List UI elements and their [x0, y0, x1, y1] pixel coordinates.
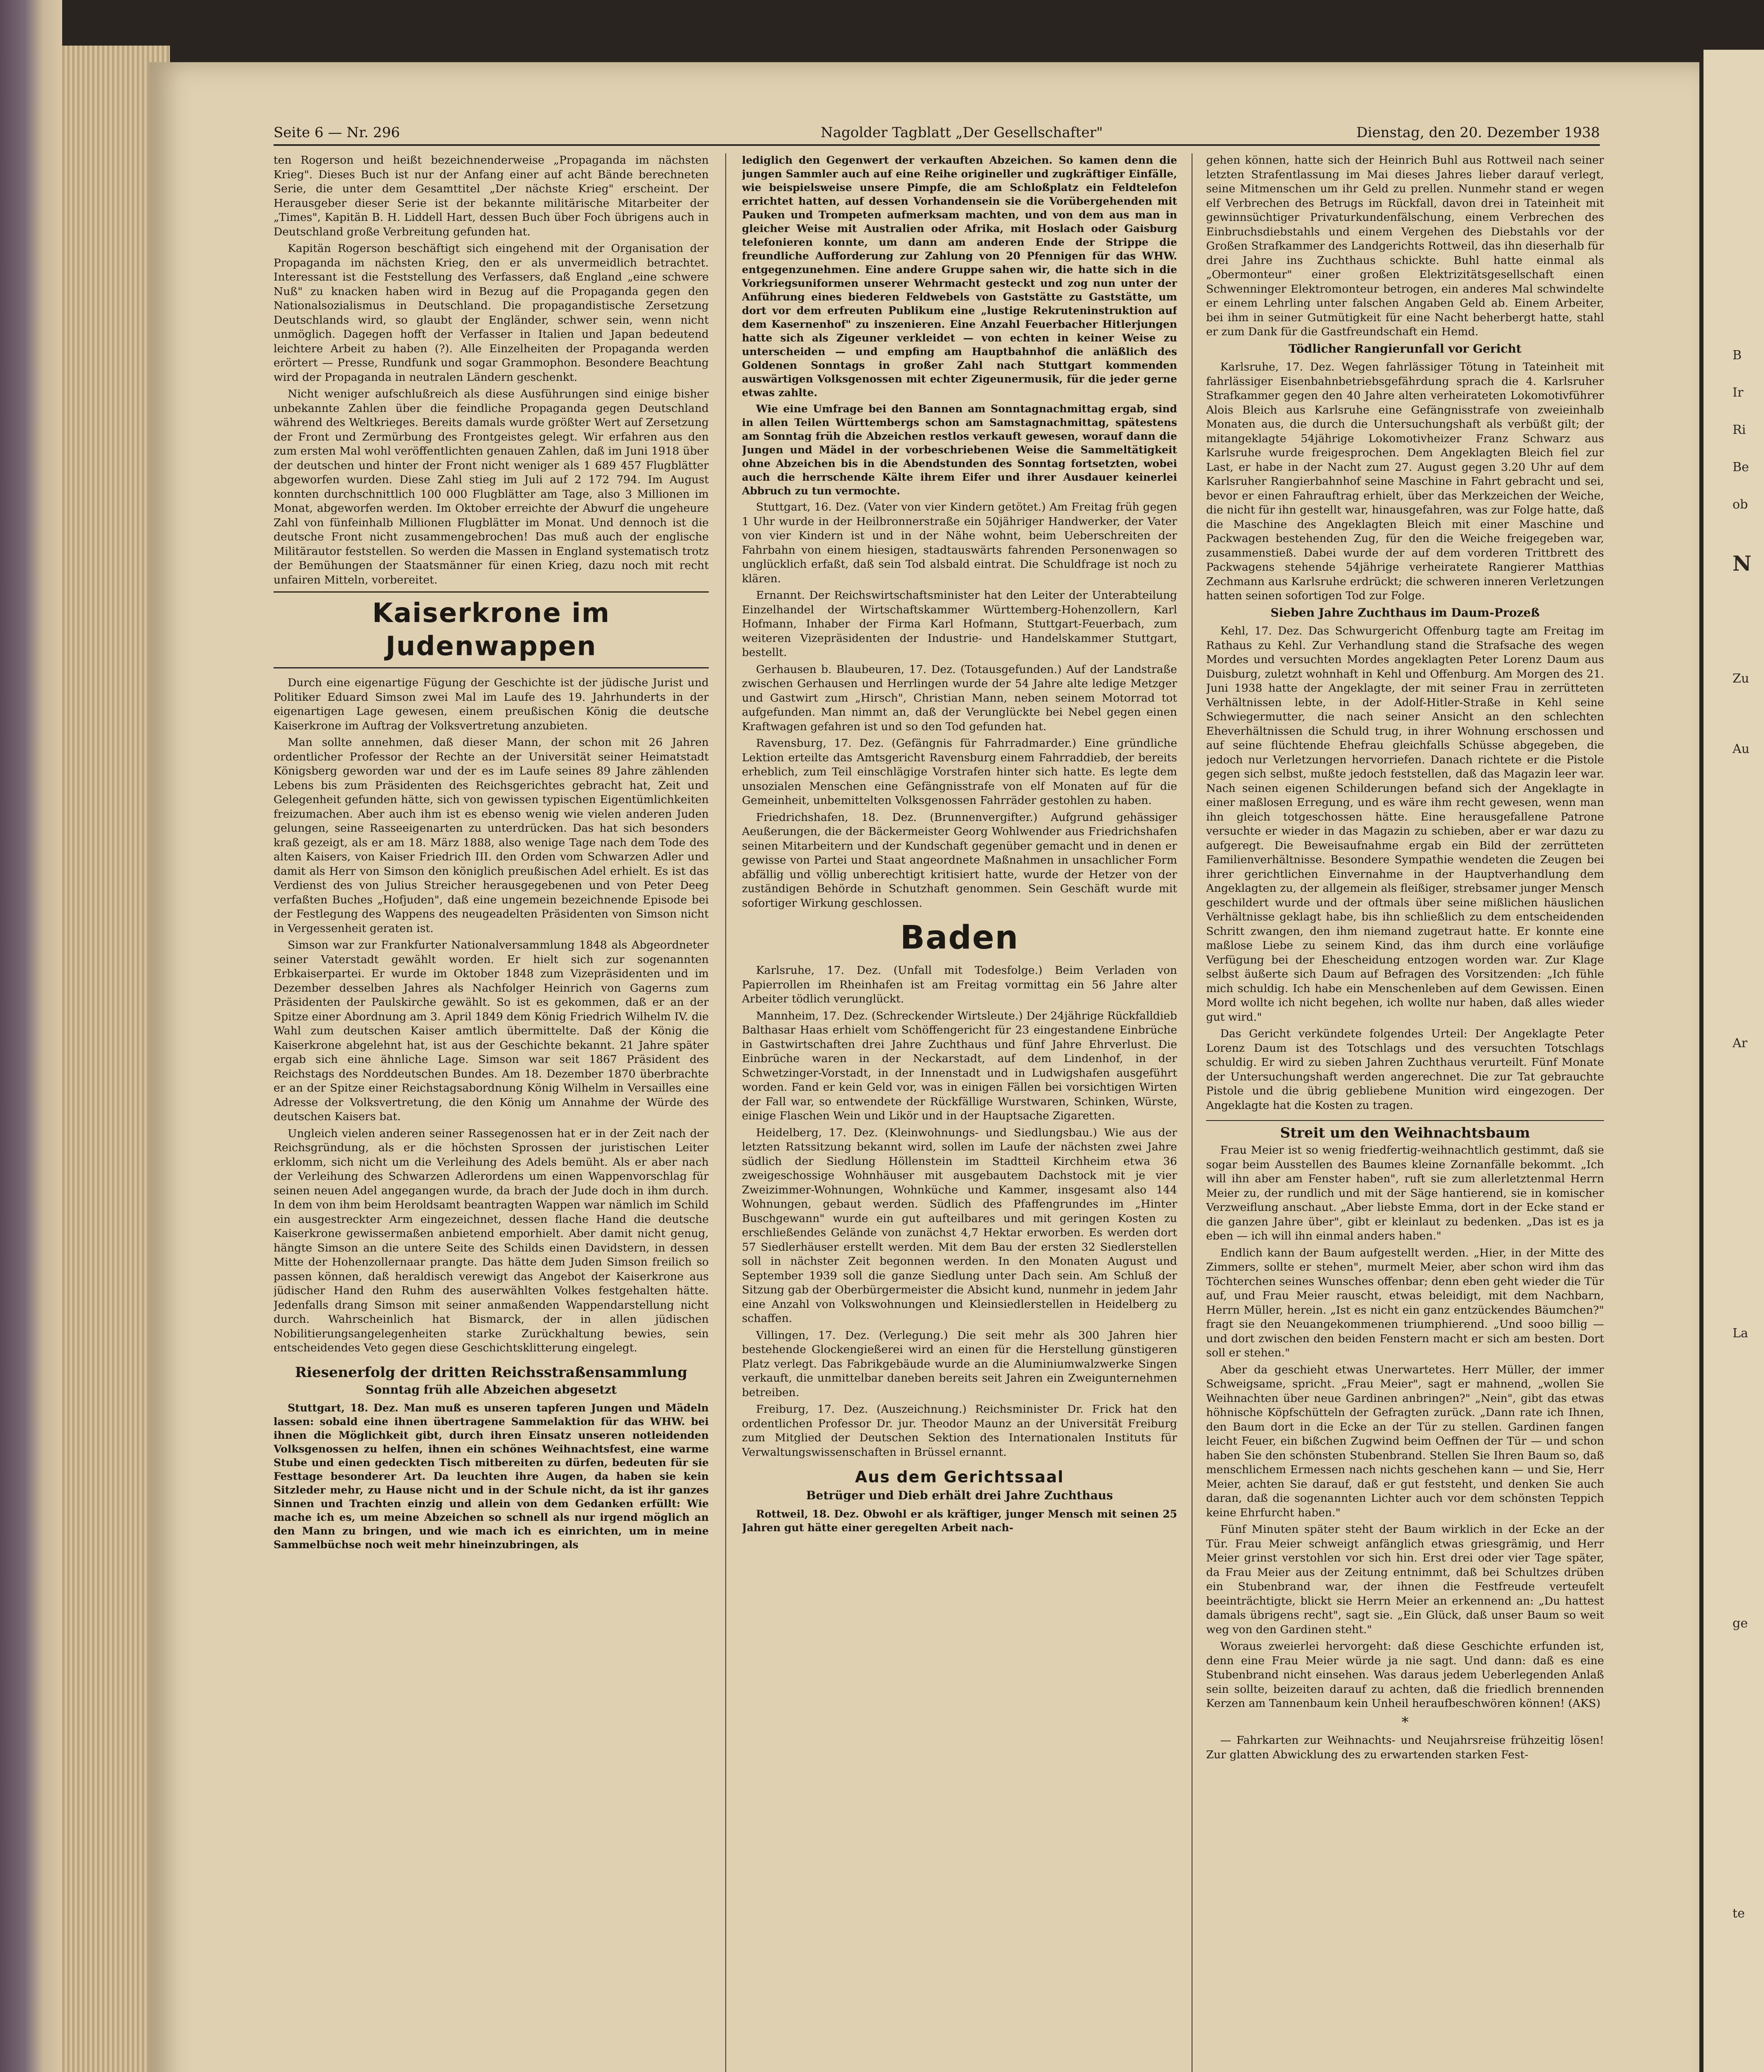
article-paragraph: Fünf Minuten später steht der Baum wirklich in der Ecke an der Tür. Frau Meier schweigt anfänglich etwas griesgrämig, und Herr Meier grinst verstohlen vor sich hin. Erst drei oder vier Tage später, da Frau Meier aus der Zeitung entnimmt, daß bei Schultzes drüben ein Stubenbrand war, der ihnen die Festfreude verteufelt beeinträchtigte, blickt sie Herrn Meier an erkennend an: „Du hattest damals übrigens recht", sagt sie. „Ein Glück, daß unser Baum so weit weg von den Gardinen steht."	[1206, 1523, 1604, 1636]
headline-reichsstrassensammlung: Riesenerfolg der dritten Reichsstraßensammlung	[295, 1364, 688, 1381]
article-paragraph: Aber da geschieht etwas Unerwartetes. Herr Müller, der immer Schweigsame, spricht. „Frau Meier", sagt er mahnend, „wollen Sie Weihnachten über neue Gardinen anbringen?" „Nein", gibt das etwas höhnische Köpfschütteln der Gefragten zurück. „Dann rate ich Ihnen, den Baum dort in die Ecke an der Tür zu stellen. Gardinen fangen leicht Feuer, ein bißchen Zugwind beim Oeffnen der Tür — und schon haben Sie den schönsten Stubenbrand. Stellen Sie Ihren Baum so, daß menschlichem Ermessen nach nichts geschehen kann — und Sie, Herr Meier, achten Sie darauf, daß er gut feststeht, und denken Sie auch daran, daß die sogenannten Lichter auch vor dem schönsten Teppich keine Ehrfurcht haben."	[1206, 1363, 1604, 1519]
article-paragraph: Ravensburg, 17. Dez. (Gefängnis für Fahrradmarder.) Eine gründliche Lektion erteilte das Amtsgericht Ravensburg einem Fahrraddieb, der bereits erheblich, zum Teil einschlägige Vorstrafen hinter sich hatte. Es legte dem unsozialen Menschen eine Gefängnisstrafe von elf Monaten auf für die Gemeinheit, unbemittelten Volksgenossen Fahrräder gestohlen zu haben.	[742, 737, 1177, 807]
article-paragraph: lediglich den Gegenwert der verkauften Abzeichen. So kamen denn die jungen Sammler auch auf eine Reihe origineller und zugkräftiger Einfälle, wie beispielsweise unsere Pimpfe, die am Schloßplatz ein Feldtelefon errichtet hatten, auf dessen Vorhandensein sie die Vorübergehenden mit Pauken und Trompeten aufmerksam machten, und von dem aus man in gleicher Weise mit Australien oder Afrika, mit Hoslach oder Gaisburg telefonieren konnte, um dann am anderen Ende der Strippe die freundliche Aufforderung zur Zahlung von 20 Pfennigen für das WHW. entgegenzunehmen. Eine andere Gruppe sahen wir, die hatte sich in die Vorkriegsuniformen unserer Wehrmacht gesteckt und zog nun unter der Anführung eines biederen Feldwebels von Gaststätte zu Gaststätte, um dort vor dem erfreuten Publikum eine „lustige Rekruteninstruktion auf dem Kasernenhof" zu inszenieren. Eine Anzahl Feuerbacher Hitlerjungen hatte sich als Zigeuner verkleidet — von echten in keiner Weise zu unterscheiden — und empfing am Hauptbahnhof die anläßlich des Goldenen Sonntags in großer Zahl nach Stuttgart kommenden auswärtigen Volksgenossen mit echter Zigeunermusik, für die jeder gerne etwas zahlte.	[742, 154, 1177, 399]
article-paragraph: Kehl, 17. Dez. Das Schwurgericht Offenburg tagte am Freitag im Rathaus zu Kehl. Zur Verhandlung stand die Strafsache des wegen Mordes und versuchten Mordes angeklagten Peter Lorenz Daum aus Duisburg, zuletzt wohnhaft in Kehl und Offenburg. Am Morgen des 21. Juni 1938 hatte der Angeklagte, der mit seiner Frau in zerrütteten Verhältnissen lebte, in der Adolf-Hitler-Straße in Kehl seine Schwiegermutter, die nach seiner Ansicht an den schlechten Eheverhältnissen die Schuld trug, in ihrer Wohnung erschossen und auf seine flüchtende Ehefrau gleichfalls Schüsse abgegeben, die jedoch nur Verletzungen hervorriefen. Danach richtete er die Pistole gegen sich selbst, mußte jedoch feststellen, daß das Magazin leer war. Nach seinen eigenen Schilderungen befand sich der Angeklagte in einer maßlosen Erregung, und es wäre ihm recht gewesen, wenn man ihn gleich totgeschossen hätte. Eine herausgefallene Patrone versuchte er wieder in das Magazin zu schieben, aber er war dazu zu aufgeregt. Die Beweisaufnahme ergab ein Bild der zerrütteten Familienverhältnisse. Besondere Sympathie wendeten die Zeugen bei ihrer gerichtlichen Einvernahme in der Hauptverhandlung dem Angeklagten zu, der allgemein als fleißiger, strebsamer junger Mensch geschildert wurde und der oftmals über seine mißlichen häuslichen Verhältnisse geklagt habe, bis ihn schließlich zu dem entscheidenden Schritt zwangen, den ihm niemand zugetraut hatte. Er konnte eine maßlose Liebe zu seinem Kind, das ihm durch eine vorläufige Verfügung bei der Ehescheidung entzogen worden war. Zur Klage selbst äußerte sich Daum auf Befragen des Vorsitzenden: „Ich fühle mich schuldig. Ich habe ein Menschenleben auf dem Gewissen. Einen Mord wollte ich nicht begehen, ich wollte nur haben, daß alles wieder gut wird."	[1206, 625, 1604, 1024]
next-page-fragment: te	[1732, 1906, 1745, 1921]
book-binding-edge	[0, 0, 62, 2072]
section-headline-gerichtssaal: Aus dem Gerichtssaal	[855, 1468, 1064, 1486]
subheadline: Betrüger und Dieb erhält drei Jahre Zuchthaus	[806, 1489, 1113, 1502]
next-page-fragment: ge	[1732, 1616, 1748, 1631]
article-paragraph: Wie eine Umfrage bei den Bannen am Sonntagnachmittag ergab, sind in allen Teilen Württembergs schon am Samstagnachmittag, spätestens am Sonntag früh die Abzeichen restlos verkauft gewesen, worauf dann die Jungen und Mädel in der vorbeschriebenen Weise die Sammeltätigkeit ohne Abzeichen bis in die Abendstunden des Sonntag fortsetzten, wobei auch die herrschende Kälte ihrem Eifer und ihrer Ausdauer keinerlei Abbruch zu tun vermochte.	[742, 403, 1177, 497]
article-paragraph: Kapitän Rogerson beschäftigt sich eingehend mit der Organisation der Propaganda im nächsten Krieg, den er als unvermeidlich betrachtet. Interessant ist die Feststellung des Verfassers, daß England „eine schwere Nuß" zu knacken haben wird in Bezug auf die Propaganda gegen den Nationalsozialismus in Deutschland. Die propagandistische Zersetzung Deutschlands wird, so glaubt der Engländer, schwer sein, wenn nicht unmöglich. Dagegen hofft der Verfasser in Italien und Japan bedeutend leichtere Arbeit zu haben (?). Alle Einzelheiten der Propaganda werden erörtert — Presse, Rundfunk und sogar Grammophon. Besondere Beachtung wird der Propaganda in neutralen Ländern geschenkt.	[274, 242, 709, 384]
next-page-fragment: Ri	[1732, 423, 1746, 437]
article-paragraph: Endlich kann der Baum aufgestellt werden. „Hier, in der Mitte des Zimmers, sollte er stehen", murmelt Meier, aber schon wird ihm das Töchterchen seines Wunsches offenbar; denn eben geht wieder die Tür auf, und Frau Meier rauscht, etwas beleidigt, mit dem Nachbarn, Herrn Müller, herein. „Ist es nicht ein ganz entzückendes Bäumchen?" fragt sie den Neuangekommenen triumphierend. „Und sooo billig — und dort zwischen den beiden Fenstern macht er sich am besten. Dort soll er stehen."	[1206, 1246, 1604, 1359]
article-paragraph: Freiburg, 17. Dez. (Auszeichnung.) Reichsminister Dr. Frick hat den ordentlichen Professor Dr. jur. Theodor Maunz an der Universität Freiburg zum Mitglied der Deutschen Sektion des Internationalen Instituts für Verwaltungswissenschaften in Brüssel ernannt.	[742, 1403, 1177, 1459]
article-paragraph: Mannheim, 17. Dez. (Schreckender Wirtsleute.) Der 24jährige Rückfalldieb Balthasar Haas erhielt vom Schöffengericht für 23 eingestandene Einbrüche in Gastwirtschaften drei Jahre Zuchthaus und fünf Jahre Ehrverlust. Die Einbrüche waren in der Neckarstadt, auf dem Lindenhof, in der Schwetzinger-Vorstadt, in der Innenstadt und in Ludwigshafen ausgeführt worden. Fand er kein Geld vor, was in einigen Fällen bei vorsichtigen Wirten der Fall war, so entwendete der Rückfällige Wurstwaren, Schinken, Würste, einige Flaschen Wein und Likör und in der Hauptsache Zigaretten.	[742, 1009, 1177, 1122]
subheadline: Sieben Jahre Zuchthaus im Daum-Prozeß	[1270, 605, 1540, 620]
article-paragraph: Stuttgart, 16. Dez. (Vater von vier Kindern getötet.) Am Freitag früh gegen 1 Uhr wurde in der Heilbronnerstraße ein 50jähriger Handwerker, der Vater von vier Kindern ist und in der Nähe wohnt, beim Ueberschreiten der Fahrbahn von einem hiesigen, stadtauswärts fahrenden Personenwagen so unglücklich erfaßt, daß sein Tod alsbald eintrat. Die Schuldfrage ist noch zu klären.	[742, 501, 1177, 585]
section-headline-baden: Baden	[900, 919, 1019, 956]
column-rule	[725, 153, 726, 2072]
article-paragraph: Stuttgart, 18. Dez. Man muß es unseren tapferen Jungen und Mädeln lassen: sobald eine ihnen übertragene Sammelaktion für das WHW. bei ihnen die Möglichkeit gibt, durch ihren Einsatz unseren notleidenden Volksgenossen zu helfen, ihnen ein schönes Weihnachtsfest, eine warme Stube und einen gedeckten Tisch mitbereiten zu dürfen, bedeuten für sie Festtage besonderer Art. Da leuchten ihre Augen, da haben sie kein Sitzleder mehr, zu Hause nicht und in der Schule nicht, da ist ihr ganzes Sinnen und Trachten einzig und allein von dem Gedanken erfüllt: Wie mache ich es, um meine Abzeichen so schnell als nur irgend möglich an den Mann zu bringen, und wie mach ich es einrichten, um in meine Sammelbüchse noch weit mehr hineinzubringen, als	[274, 1402, 709, 1551]
header-rule	[274, 144, 1600, 146]
article-paragraph: Villingen, 17. Dez. (Verlegung.) Die seit mehr als 300 Jahren hier bestehende Glockengießerei wird an einen für die Herstellung günstigeren Platz verlegt. Das Fabrikgebäude wurde an die Aluminiumwalzwerke Singen verkauft, die unmittelbar daneben bereits seit Jahren ein Zweigunternehmen betreiben.	[742, 1329, 1177, 1399]
next-page-fragment: Zu	[1732, 671, 1749, 686]
subheadline: Tödlicher Rangierunfall vor Gericht	[1289, 341, 1522, 356]
next-page-fragment: B	[1732, 348, 1742, 363]
article-paragraph: Frau Meier ist so wenig friedfertig-weihnachtlich gestimmt, daß sie sogar beim Ausstellen des Baumes kleine Zornanfälle bekommt. „Ich will ihn aber am Fenster haben", ruft sie zum allerletztenmal Herrn Meier zu, der rundlich und mit der Säge hantierend, sie in komischer Verzweiflung anschaut. „Aber liebste Emma, dort in der Ecke stand er die ganzen Jahre über", gibt er kleinlaut zu bedenken. „Das ist es ja eben — ich will ihn einmal anders haben."	[1206, 1144, 1604, 1242]
article-paragraph: Ungleich vielen anderen seiner Rassegenossen hat er in der Zeit nach der Reichsgründung, als er die höchsten Sprossen der juristischen Leiter erklomm, sich nicht um die Verleihung des Adels bemüht. Als er aber nach der Verleihung des Schwarzen Adlerordens um einen Wappenvorschlag für seinen neuen Adel angegangen wurde, da brach der Jude doch in ihm durch. In dem von ihm beim Heroldsamt beantragten Wappen war nämlich im Schild ein ausgestreckter Arm eingezeichnet, dessen flache Hand die deutsche Kaiserkrone gewissermaßen anbietend emporhielt. Aber damit nicht genug, hängte Simson an die untere Seite des Schilds einen Davidstern, in dessen Mitte der Hohenzollernaar prangte. Das hätte dem Juden Simson freilich so passen können, daß heraldisch verewigt das Angebot der Kaiserkrone aus jüdischer Hand den Ruhm des auserwählten Volkes festgehalten hätte. Jedenfalls drang Simson mit seiner anmaßenden Wappendarstellung nicht durch. Wahrscheinlich hat Bismarck, der in allen jüdischen Nobilitierungsangelegenheiten starke Zurückhaltung bewies, sein entscheidendes Veto gegen diese Geschichtsklitterung eingelegt.	[274, 1127, 709, 1354]
article-paragraph: — Fahrkarten zur Weihnachts- und Neujahrsreise frühzeitig lösen! Zur glatten Abwicklung des zu erwartenden starken Fest-	[1206, 1734, 1604, 1761]
article-paragraph: Friedrichshafen, 18. Dez. (Brunnenvergifter.) Aufgrund gehässiger Aeußerungen, die der Bäckermeister Georg Wohlwender aus Friedrichshafen seinen Mitarbeitern und der Kundschaft gegenüber gemacht und in denen er gewisse von Partei und Staat angeordnete Maßnahmen in unsachlicher Form abfällig und völlig unberechtigt kritisiert hatte, wurde der Hetzer von der zuständigen Behörde in Schutzhaft genommen. Sein Geschäft wurde mit sofortiger Wirkung geschlossen.	[742, 811, 1177, 910]
next-page-fragment: Au	[1732, 742, 1749, 756]
article-paragraph: Durch eine eigenartige Fügung der Geschichte ist der jüdische Jurist und Politiker Eduard Simson zwei Mal im Laufe des 19. Jahrhunderts in der eigenartigen Lage gewesen, einem preußischen König die deutsche Kaiserkrone im Auftrag der Volksvertretung anzubieten.	[274, 676, 709, 732]
article-paragraph: Das Gericht verkündete folgendes Urteil: Der Angeklagte Peter Lorenz Daum ist des Totschlags und des versuchten Totschlags schuldig. Er wird zu sieben Jahren Zuchthaus verurteilt. Fünf Monate der Untersuchungshaft werden angerechnet. Die zur Tat gebrauchte Pistole und die übrig gebliebene Munition wird eingezogen. Der Angeklagte hat die Kosten zu tragen.	[1206, 1027, 1604, 1112]
next-page-fragment: ob	[1732, 497, 1748, 512]
article-paragraph: Karlsruhe, 17. Dez. Wegen fahrlässiger Tötung in Tateinheit mit fahrlässiger Eisenbahnbetriebsgefährdung sprach die 4. Karlsruher Strafkammer gegen den 40 Jahre alten verheirateten Lokomotivführer Alois Bleich aus Karlsruhe eine Gefängnisstrafe von zweieinhalb Monaten aus, die durch die Untersuchungshaft als verbüßt gilt; der mitangeklagte 54jährige Lokomotivheizer Franz Schwarz aus Karlsruhe wurde freigesprochen. Dem Angeklagten Bleich fiel zur Last, er habe in der Nacht zum 27. August gegen 3.20 Uhr auf dem Karlsruher Rangierbahnhof seine Maschine in Fahrt gebracht und sei, bevor er einen Fahrauftrag erhielt, über das Merkzeichen der Weiche, die nicht für ihn gestellt war, hinausgefahren, was zur Folge hatte, daß die Maschine des Angeklagten Bleich mit einer Maschine und Packwagen bestehenden Zug, für den die Weiche freigegeben war, zusammenstieß. Dabei wurde der auf dem vorderen Trittbrett des Packwagens stehende 54jährige verheiratete Rangierer Matthias Zechmann aus Karlsruhe erdrückt; die schweren inneren Verletzungen hatten seinen sofortigen Tod zur Folge.	[1206, 361, 1604, 602]
column-3	[1206, 153, 1604, 2072]
article-paragraph: Ernannt. Der Reichswirtschaftsminister hat den Leiter der Unterabteilung Einzelhandel der Wirtschaftskammer Württemberg-Hohenzollern, Karl Hofmann, Inhaber der Firma Karl Hofmann, Stuttgart-Feuerbach, zum weiteren Vizepräsidenten der Industrie- und Handelskammer Stuttgart, bestellt.	[742, 589, 1177, 659]
article-paragraph: Simson war zur Frankfurter Nationalversammlung 1848 als Abgeordneter seiner Vaterstadt gewählt worden. Er hielt sich zur sogenannten Erbkaiserpartei. Er wurde im Oktober 1848 zum Vizepräsidenten und im Dezember desselben Jahres als Nachfolger Heinrich von Gagerns zum Präsidenten der Paulskirche gewählt. So ist es gekommen, daß er an der Spitze einer Abordnung am 3. April 1849 dem König Friedrich Wilhelm IV. die Wahl zum deutschen Kaiser amtlich übermittelte. Daß der König die Kaiserkrone abgelehnt hat, ist aus der Geschichte bekannt. 21 Jahre später ergab sich eine ähnliche Lage. Simson war seit 1867 Präsident des Reichstags des Norddeutschen Bundes. Am 18. Dezember 1870 überbrachte er an der Spitze einer Reichstagsabordnung König Wilhelm in Versailles eine Adresse der Volksvertretung, die den König um Annahme der Würde des deutschen Kaisers bat.	[274, 939, 709, 1123]
subheadline: Sonntag früh alle Abzeichen abgesetzt	[366, 1382, 617, 1397]
headline-weihnachtsbaum: Streit um den Weihnachtsbaum	[1206, 1120, 1604, 1141]
next-page-fragment: N	[1732, 551, 1752, 576]
article-paragraph: Gerhausen b. Blaubeuren, 17. Dez. (Totausgefunden.) Auf der Landstraße zwischen Gerhausen und Herrlingen wurde der 54 Jahre alte ledige Metzger und Gastwirt zum „Hirsch", Christian Mann, neben seinem Motorrad tot aufgefunden. Man nimmt an, daß der Verunglückte bei Nebel gegen einen Kraftwagen gefahren ist und so den Tod gefunden hat.	[742, 663, 1177, 733]
article-paragraph: Karlsruhe, 17. Dez. (Unfall mit Todesfolge.) Beim Verladen von Papierrollen im Rheinhafen ist am Freitag vormittag ein 56 Jahre alter Arbeiter tödlich verunglückt.	[742, 964, 1177, 1005]
separator-asterisk: *	[1401, 1714, 1409, 1731]
next-page-fragment: Ir	[1732, 385, 1744, 400]
newspaper-title: Nagolder Tagblatt „Der Gesellschafter"	[821, 124, 1103, 141]
column-1	[274, 153, 709, 2072]
issue-date: Dienstag, den 20. Dezember 1938	[1356, 124, 1600, 141]
article-paragraph: Nicht weniger aufschlußreich als diese Ausführungen sind einige bisher unbekannte Zahlen über die feindliche Propaganda gegen Deutschland während des Weltkrieges. Bereits damals wurde größter Wert auf Zersetzung der Front und Zermürbung des Frontgeistes gelegt. Wir erfahren aus den zum ersten Mal wohl veröffentlichten genauen Zahlen, daß im Juni 1918 über der deutschen und hinter der Front nicht weniger als 1 689 457 Flugblätter abgeworfen wurden. Diese Zahl stieg im Juli auf 2 172 794. Im August konnten durchschnittlich 100 000 Flugblätter am Tage, also 3 Millionen im Monat, abgeworfen werden. Im Oktober erreichte der Abwurf die ungeheure Zahl von fünfeinhalb Millionen Flugblätter im Monat. Und dennoch ist die deutsche Front nicht zusammengebrochen! Das muß auch der englische Militärautor feststellen. So werden die Massen in England systematisch trotz der Bemühungen der Staatsmänner für einen Krieg, dazu noch mit recht unfairen Mitteln, vorbereitet.	[274, 387, 709, 586]
page-number: Seite 6 — Nr. 296	[274, 124, 400, 141]
article-paragraph: Woraus zweierlei hervorgeht: daß diese Geschichte erfunden ist, denn eine Frau Meier würde ja nie sagt. Und dann: daß es eine Stubenbrand nicht einsehen. Was daraus jedem Ueberlegenden Anlaß sein sollte, beizeiten darauf zu achten, daß die friedlich brennenden Kerzen am Tannenbaum kein Unheil heraufbeschwören können! (AKS)	[1206, 1640, 1604, 1710]
page-header	[274, 124, 1600, 143]
next-page-fragment: Be	[1732, 460, 1749, 474]
article-paragraph: Rottweil, 18. Dez. Obwohl er als kräftiger, junger Mensch mit seinen 25 Jahren gut hätte einer geregelten Arbeit nach-	[742, 1508, 1177, 1534]
article-paragraph: Man sollte annehmen, daß dieser Mann, der schon mit 26 Jahren ordentlicher Professor der Rechte an der Universität seiner Heimatstadt Königsberg geworden war und der es im Laufe seines 89 Jahre zählenden Lebens bis zum Präsidenten des Reichsgerichtes gebracht hat, Zeit und Gelegenheit gefunden hätte, sich von gewissen typischen Eigentümlichkeiten freizumachen. Aber auch ihm ist es ebenso wenig wie vielen anderen Juden gelungen, seine Rasseeigenarten zu unterdrücken. Das hat sich besonders kraß gezeigt, als er am 18. März 1888, also wenige Tage nach dem Tode des alten Kaisers, von Kaiser Friedrich III. den Orden vom Schwarzen Adler und damit als Herr von Simson den königlich preußischen Adel erhielt. Es ist das Verdienst des von Julius Streicher herausgegebenen und von Peter Deeg verfaßten Buches „Hofjuden", daß eine ungemein bezeichnende Episode bei der Festlegung des Wappens des neugeadelten Präsidenten von Simson nicht in Vergessenheit geraten ist.	[274, 736, 709, 935]
next-page-fragment: Ar	[1732, 1036, 1748, 1051]
article-paragraph: gehen können, hatte sich der Heinrich Buhl aus Rottweil nach seiner letzten Strafentlassung im Mai dieses Jahres lieber darauf verlegt, seine Mitmenschen um ihr Geld zu prellen. Nunmehr stand er wegen elf Verbrechen des Betrugs im Rückfall, davon drei in Tateinheit mit gewinnsüchtiger Privaturkundenfälschung, einem Verbrechen des Einbruchsdiebstahls und einem Vergehen des Diebstahls vor der Großen Strafkammer des Landgerichts Rottweil, das ihn dieserhalb für drei Jahre ins Zuchthaus schickte. Buhl hatte einmal als „Obermonteur" einer großen Elektrizitätsgesellschaft einen Schwenninger Elektromonteur betrogen, ein anderes Mal schwindelte er einem Lehrling unter falschen Angaben Geld ab. Einem Arbeiter, bei ihm in seiner Gutmütigkeit für eine Nacht beherbergt hatte, stahl er zum Dank für die Gastfreundschaft ein Hemd.	[1206, 154, 1604, 338]
article-paragraph: Heidelberg, 17. Dez. (Kleinwohnungs- und Siedlungsbau.) Wie aus der letzten Ratssitzung bekannt wird, sollen im Laufe der nächsten zwei Jahre südlich der Siedlung Höllenstein im Stadtteil Kirchheim etwa 36 zweigeschossige Wohnhäuser mit ausgebautem Dachstock mit je vier Zweizimmer-Wohnungen, Wohnküche und Kammer, insgesamt also 144 Wohnungen, gebaut werden. Südlich des Pfaffengrundes im „Hinter Buschgewann" wurde ein gut aufteilbares und mit geringen Kosten zu erschließendes Gelände von zunächst 4,7 Hektar erworben. Es werden dort 57 Siedlerhäuser erstellt werden. Mit dem Bau der ersten 32 Siedlerstellen soll in nächster Zeit begonnen werden. In den Monaten August und September 1939 soll die ganze Siedlung unter Dach sein. Am Schluß der Sitzung gab der Oberbürgermeister die Absicht kund, nunmehr in jedem Jahr eine Anzahl von Volkswohnungen und Kleinsiedlerstellen in Heidelberg zu schaffen.	[742, 1126, 1177, 1325]
headline-kaiserkrone: Kaiserkrone im Judenwappen	[274, 591, 709, 668]
article-paragraph: ten Rogerson und heißt bezeichnenderweise „Propaganda im nächsten Krieg". Dieses Buch ist nur der Anfang einer auf acht Bände berechneten Serie, die unter dem Gesamttitel „Der nächste Krieg" erscheint. Der Herausgeber dieser Serie ist der bekannte militärische Mitarbeiter der „Times", Kapitän B. H. Liddell Hart, dessen Buch über Foch übrigens auch in Deutschland große Verbreitung gefunden hat.	[274, 154, 709, 238]
column-2	[742, 153, 1177, 2072]
next-page-fragment: La	[1732, 1326, 1748, 1341]
